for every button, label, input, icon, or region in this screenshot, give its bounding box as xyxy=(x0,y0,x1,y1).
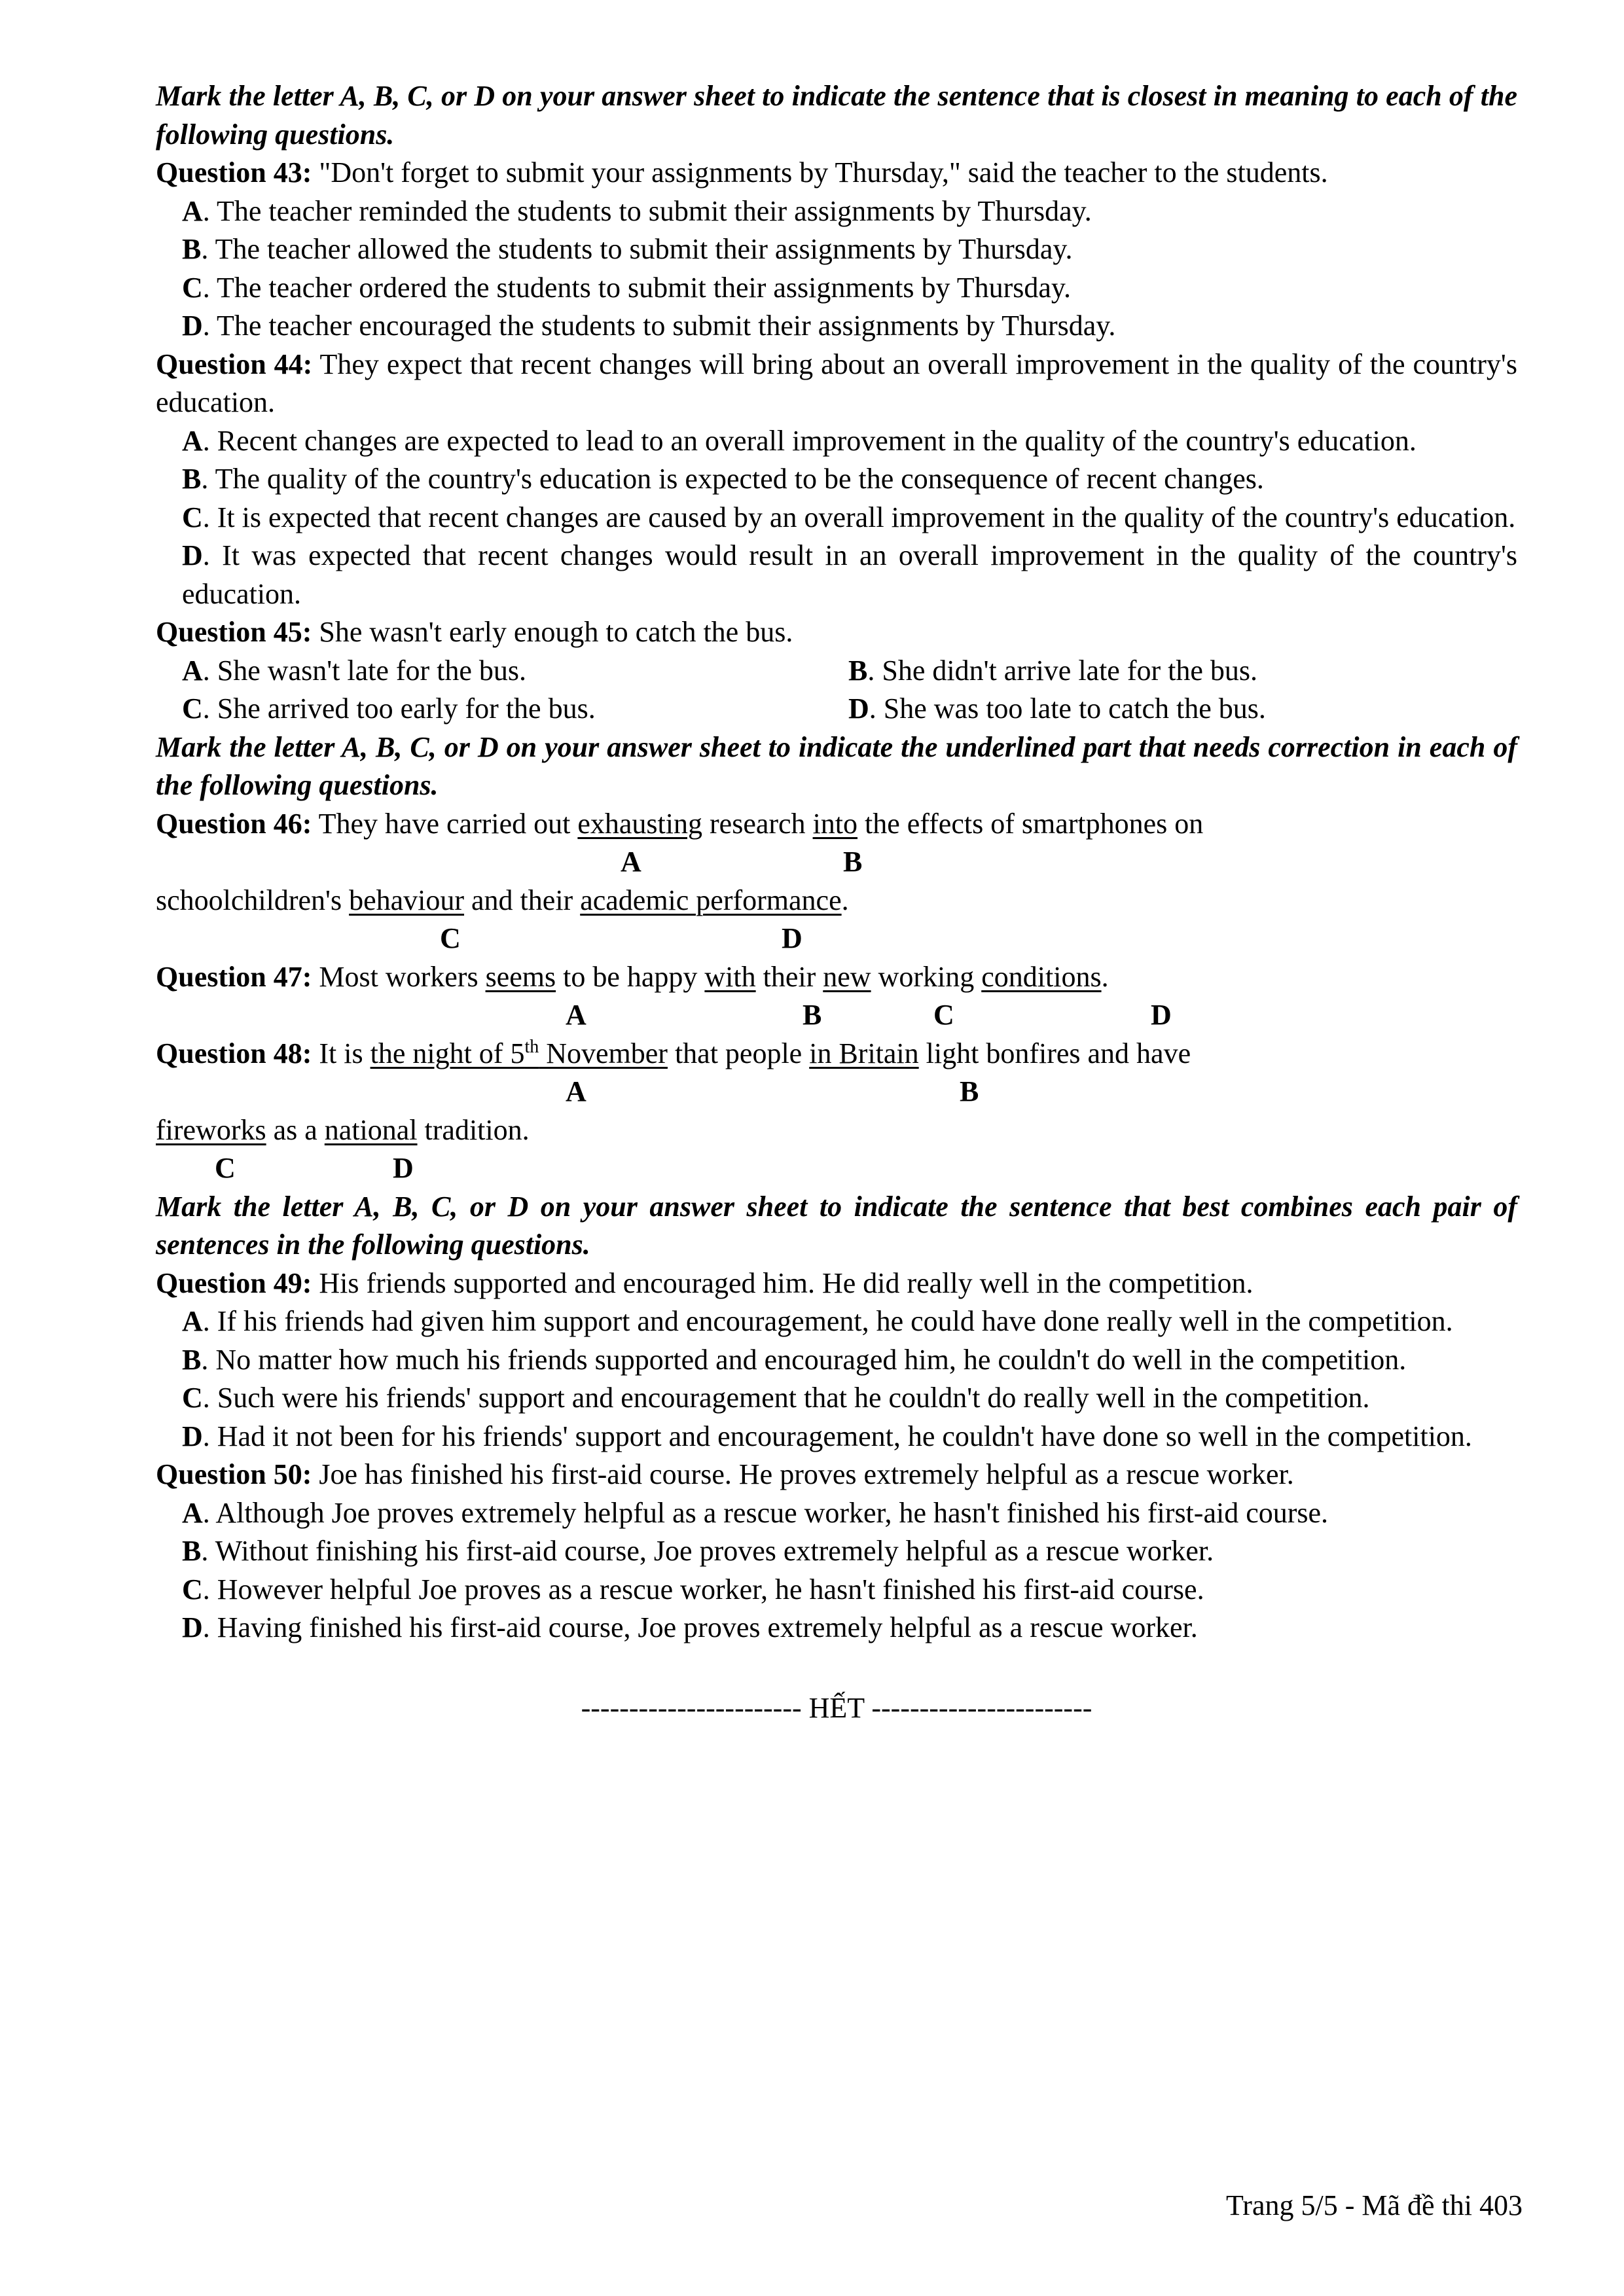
option-b xyxy=(156,460,1517,499)
section-instruction: Mark the letter A, B, C, or D on your answer sheet to indicate the sentence that best combines each pair of sentences in the following questions. xyxy=(156,1190,1517,1261)
letter-c: C xyxy=(215,1152,236,1184)
question-46 xyxy=(156,805,1517,844)
underlined-part-a: seems xyxy=(485,960,556,993)
letter-a: A xyxy=(621,846,641,878)
option-letter: C xyxy=(182,271,203,304)
question-46-cont xyxy=(156,882,1517,920)
option-letter: D xyxy=(182,310,203,342)
answer-letters xyxy=(156,843,1517,882)
underlined-part-d: conditions xyxy=(981,960,1102,993)
letter-b: B xyxy=(960,1075,979,1107)
letter-d: D xyxy=(1151,999,1172,1031)
option-text: . However helpful Joe proves as a rescue worker, he hasn't finished his first-aid course. xyxy=(202,1573,1204,1605)
answer-letters xyxy=(156,996,1517,1035)
letter-c: C xyxy=(933,999,954,1031)
option-text: . The quality of the country's education is expected to be the consequence of recent changes. xyxy=(201,463,1264,495)
question-label: Question 46: xyxy=(156,807,312,840)
option-text: . The teacher ordered the students to submit their assignments by Thursday. xyxy=(202,271,1072,304)
option-b xyxy=(156,230,1517,269)
option-b xyxy=(156,1341,1517,1380)
option-row xyxy=(156,690,1517,728)
question-45 xyxy=(156,613,1517,652)
option-letter: C xyxy=(182,501,203,533)
option-a xyxy=(156,422,1517,461)
underlined-part-c: behaviour xyxy=(349,884,465,916)
question-stem: Joe has finished his first-aid course. He proves extremely helpful as a rescue worker. xyxy=(312,1458,1294,1490)
end-marker: ----------------------- HẾT ----------------------- xyxy=(581,1691,1092,1724)
option-d xyxy=(156,537,1517,613)
option-text: . She didn't arrive late for the bus. xyxy=(867,654,1258,687)
text: the effects of smartphones on xyxy=(857,807,1204,840)
option-c xyxy=(156,269,1517,308)
question-47 xyxy=(156,958,1517,997)
underlined-part-a xyxy=(370,1037,668,1069)
letter-d: D xyxy=(782,922,803,954)
option-letter: B xyxy=(848,654,868,687)
text: schoolchildren's xyxy=(156,884,350,916)
option-text: . Such were his friends' support and encouragement that he couldn't do really well in the competition. xyxy=(202,1382,1370,1414)
text: working xyxy=(871,960,982,993)
letter-a: A xyxy=(566,1075,586,1107)
question-stem: She wasn't early enough to catch the bus. xyxy=(312,616,793,648)
option-letter: A xyxy=(182,1305,203,1337)
answer-letters xyxy=(156,1149,1517,1188)
question-label: Question 43: xyxy=(156,156,312,188)
question-44 xyxy=(156,346,1517,422)
option-text: . Had it not been for his friends' support and encouragement, he couldn't have done so well in the competition. xyxy=(202,1420,1472,1452)
underlined-part-c: new xyxy=(823,960,871,993)
question-label: Question 44: xyxy=(156,348,313,380)
option-text: . She arrived too early for the bus. xyxy=(202,692,596,725)
section-instruction: Mark the letter A, B, C, or D on your answer sheet to indicate the underlined part that needs correction in each of the following questions. xyxy=(156,730,1517,801)
option-letter: C xyxy=(182,1382,203,1414)
option-text: . Recent changes are expected to lead to an overall improvement in the quality of the country's education. xyxy=(202,424,1416,457)
underlined-part-d: academic performance xyxy=(580,884,842,916)
option-a xyxy=(182,652,848,691)
letter-c: C xyxy=(440,922,461,954)
question-label: Question 45: xyxy=(156,616,312,648)
text: . xyxy=(1101,960,1109,993)
underlined-part-b: with xyxy=(704,960,756,993)
option-text: . Having finished his first-aid course, Joe proves extremely helpful as a rescue worker. xyxy=(202,1611,1198,1643)
question-49 xyxy=(156,1265,1517,1303)
question-label: Question 50: xyxy=(156,1458,312,1490)
option-letter: D xyxy=(182,1611,203,1643)
letter-b: B xyxy=(803,999,822,1031)
question-48-cont xyxy=(156,1111,1517,1150)
text: Most workers xyxy=(312,960,486,993)
question-stem: His friends supported and encouraged him. He did really well in the competition. xyxy=(312,1266,1254,1299)
option-text: . It is expected that recent changes are caused by an overall improvement in the quality of the country's education. xyxy=(202,501,1516,533)
text: tradition. xyxy=(417,1113,530,1146)
underlined-part-b: in Britain xyxy=(809,1037,919,1069)
underlined-part-b: into xyxy=(812,807,858,840)
text: and their xyxy=(464,884,581,916)
option-d xyxy=(156,307,1517,346)
option-letter: A xyxy=(182,654,203,687)
option-text: . She wasn't late for the bus. xyxy=(202,654,527,687)
question-43 xyxy=(156,154,1517,192)
section-instruction: Mark the letter A, B, C, or D on your answer sheet to indicate the sentence that is closest in meaning to each of the following questions. xyxy=(156,80,1517,151)
option-row xyxy=(156,652,1517,691)
underlined-part-a: exhausting xyxy=(577,807,703,840)
option-letter: D xyxy=(182,1420,203,1452)
option-a xyxy=(156,1302,1517,1341)
text: the night of 5 xyxy=(370,1037,525,1069)
option-b xyxy=(848,652,1257,691)
exam-page xyxy=(156,77,1517,1727)
question-label: Question 47: xyxy=(156,960,312,993)
option-text: . She was too late to catch the bus. xyxy=(869,692,1266,725)
option-c xyxy=(156,1571,1517,1609)
option-letter: D xyxy=(848,692,869,725)
question-stem: They expect that recent changes will bring about an overall improvement in the quality of the country's education. xyxy=(156,348,1517,418)
option-letter: C xyxy=(182,1573,203,1605)
option-a xyxy=(156,1494,1517,1533)
option-text: . The teacher reminded the students to submit their assignments by Thursday. xyxy=(202,194,1092,227)
option-letter: A xyxy=(182,424,203,457)
underlined-part-d: national xyxy=(324,1113,418,1146)
text: light bonfires and have xyxy=(918,1037,1191,1069)
option-letter: C xyxy=(182,692,203,725)
option-text: . Although Joe proves extremely helpful as a rescue worker, he hasn't finished his first-aid course. xyxy=(202,1496,1329,1529)
option-text: . The teacher encouraged the students to submit their assignments by Thursday. xyxy=(202,310,1116,342)
text: They have carried out xyxy=(312,807,578,840)
option-d xyxy=(156,1609,1517,1647)
text: . xyxy=(841,884,849,916)
option-text: . No matter how much his friends supported and encouraged him, he couldn't do well in the competition. xyxy=(201,1343,1407,1376)
letter-d: D xyxy=(393,1152,414,1184)
question-50 xyxy=(156,1456,1517,1494)
option-c xyxy=(156,1379,1517,1418)
page-footer: Trang 5/5 - Mã đề thi 403 xyxy=(1225,2189,1523,2221)
option-letter: A xyxy=(182,1496,203,1529)
answer-letters xyxy=(156,920,1517,958)
underlined-part-c: fireworks xyxy=(156,1113,266,1146)
option-a xyxy=(156,192,1517,231)
option-text: . If his friends had given him support and encouragement, he could have done really well in the competition. xyxy=(202,1305,1453,1337)
text: that people xyxy=(667,1037,810,1069)
text: November xyxy=(539,1037,668,1069)
text: their xyxy=(755,960,823,993)
option-b xyxy=(156,1532,1517,1571)
letter-b: B xyxy=(843,846,863,878)
question-label: Question 48: xyxy=(156,1037,312,1069)
option-d xyxy=(156,1418,1517,1456)
option-letter: B xyxy=(182,233,202,265)
text: research xyxy=(702,807,813,840)
text: It is xyxy=(312,1037,370,1069)
question-48 xyxy=(156,1035,1517,1073)
option-text: . Without finishing his first-aid course, Joe proves extremely helpful as a rescue worker. xyxy=(201,1535,1214,1567)
option-letter: D xyxy=(182,539,203,571)
text: to be happy xyxy=(556,960,705,993)
question-stem: "Don't forget to submit your assignments by Thursday," said the teacher to the students. xyxy=(312,156,1328,188)
option-letter: A xyxy=(182,194,203,227)
text: as a xyxy=(266,1113,325,1146)
question-label: Question 49: xyxy=(156,1266,312,1299)
option-c xyxy=(182,690,848,728)
letter-a: A xyxy=(566,999,586,1031)
option-c xyxy=(156,499,1517,537)
option-d xyxy=(848,690,1266,728)
option-letter: B xyxy=(182,1343,202,1376)
option-letter: B xyxy=(182,463,202,495)
answer-letters xyxy=(156,1073,1517,1111)
superscript: th xyxy=(524,1036,539,1057)
option-text: . It was expected that recent changes would result in an overall improvement in the quality of the country's education. xyxy=(182,539,1517,610)
option-letter: B xyxy=(182,1535,202,1567)
option-text: . The teacher allowed the students to submit their assignments by Thursday. xyxy=(201,233,1073,265)
